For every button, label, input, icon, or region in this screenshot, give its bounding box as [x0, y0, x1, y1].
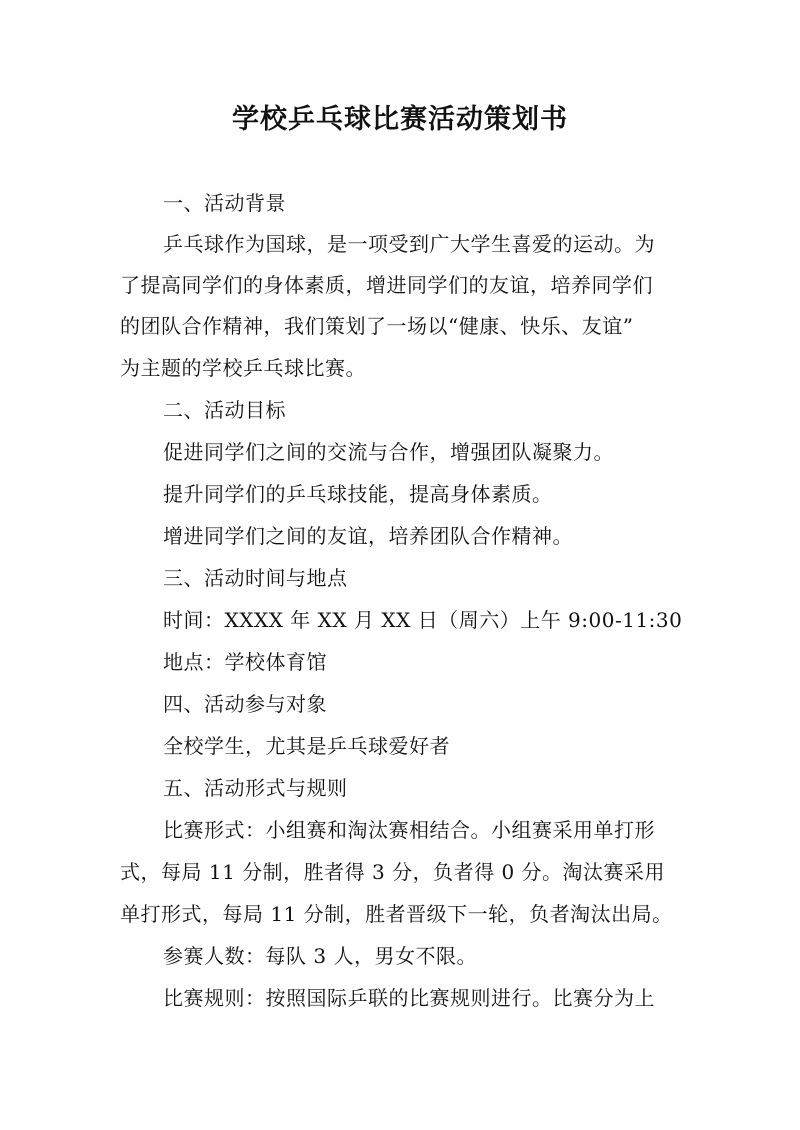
- paragraph-line: 时间：XXXX 年 XX 月 XX 日（周六）上午 9:00-11:30: [163, 608, 683, 632]
- paragraph-line: 参赛人数：每队 3 人，男女不限。: [163, 944, 477, 968]
- paragraph-line: 乒乓球作为国球，是一项受到广大学生喜爱的运动。为: [163, 232, 655, 256]
- section-heading-participants: 四、活动参与对象: [163, 692, 327, 716]
- paragraph-line: 为主题的学校乒乓球比赛。: [120, 356, 366, 380]
- document-title: 学校乒乓球比赛活动策划书: [232, 104, 568, 135]
- paragraph-line: 了提高同学们的身体素质，增进同学们的友谊，培养同学们: [120, 273, 653, 297]
- paragraph-line: 比赛形式：小组赛和淘汰赛相结合。小组赛采用单打形: [163, 818, 655, 842]
- paragraph-line: 式，每局 11 分制，胜者得 3 分，负者得 0 分。淘汰赛采用: [120, 860, 666, 884]
- paragraph-line: 地点：学校体育馆: [163, 650, 327, 674]
- paragraph-line: 比赛规则：按照国际乒联的比赛规则进行。比赛分为上: [163, 986, 655, 1010]
- paragraph-line: 的团队合作精神，我们策划了一场以“健康、快乐、友谊”: [120, 314, 634, 338]
- section-heading-format-rules: 五、活动形式与规则: [163, 776, 348, 800]
- section-heading-goals: 二、活动目标: [163, 398, 286, 422]
- paragraph-line: 提升同学们的乒乓球技能，提高身体素质。: [163, 482, 553, 506]
- paragraph-line: 全校学生，尤其是乒乓球爱好者: [163, 734, 450, 758]
- paragraph-line: 单打形式，每局 11 分制，胜者晋级下一轮，负者淘汰出局。: [120, 902, 673, 926]
- section-heading-background: 一、活动背景: [163, 191, 286, 215]
- section-heading-time-place: 三、活动时间与地点: [163, 566, 348, 590]
- paragraph-line: 促进同学们之间的交流与合作，增强团队凝聚力。: [163, 440, 614, 464]
- paragraph-line: 增进同学们之间的友谊，培养团队合作精神。: [163, 524, 573, 548]
